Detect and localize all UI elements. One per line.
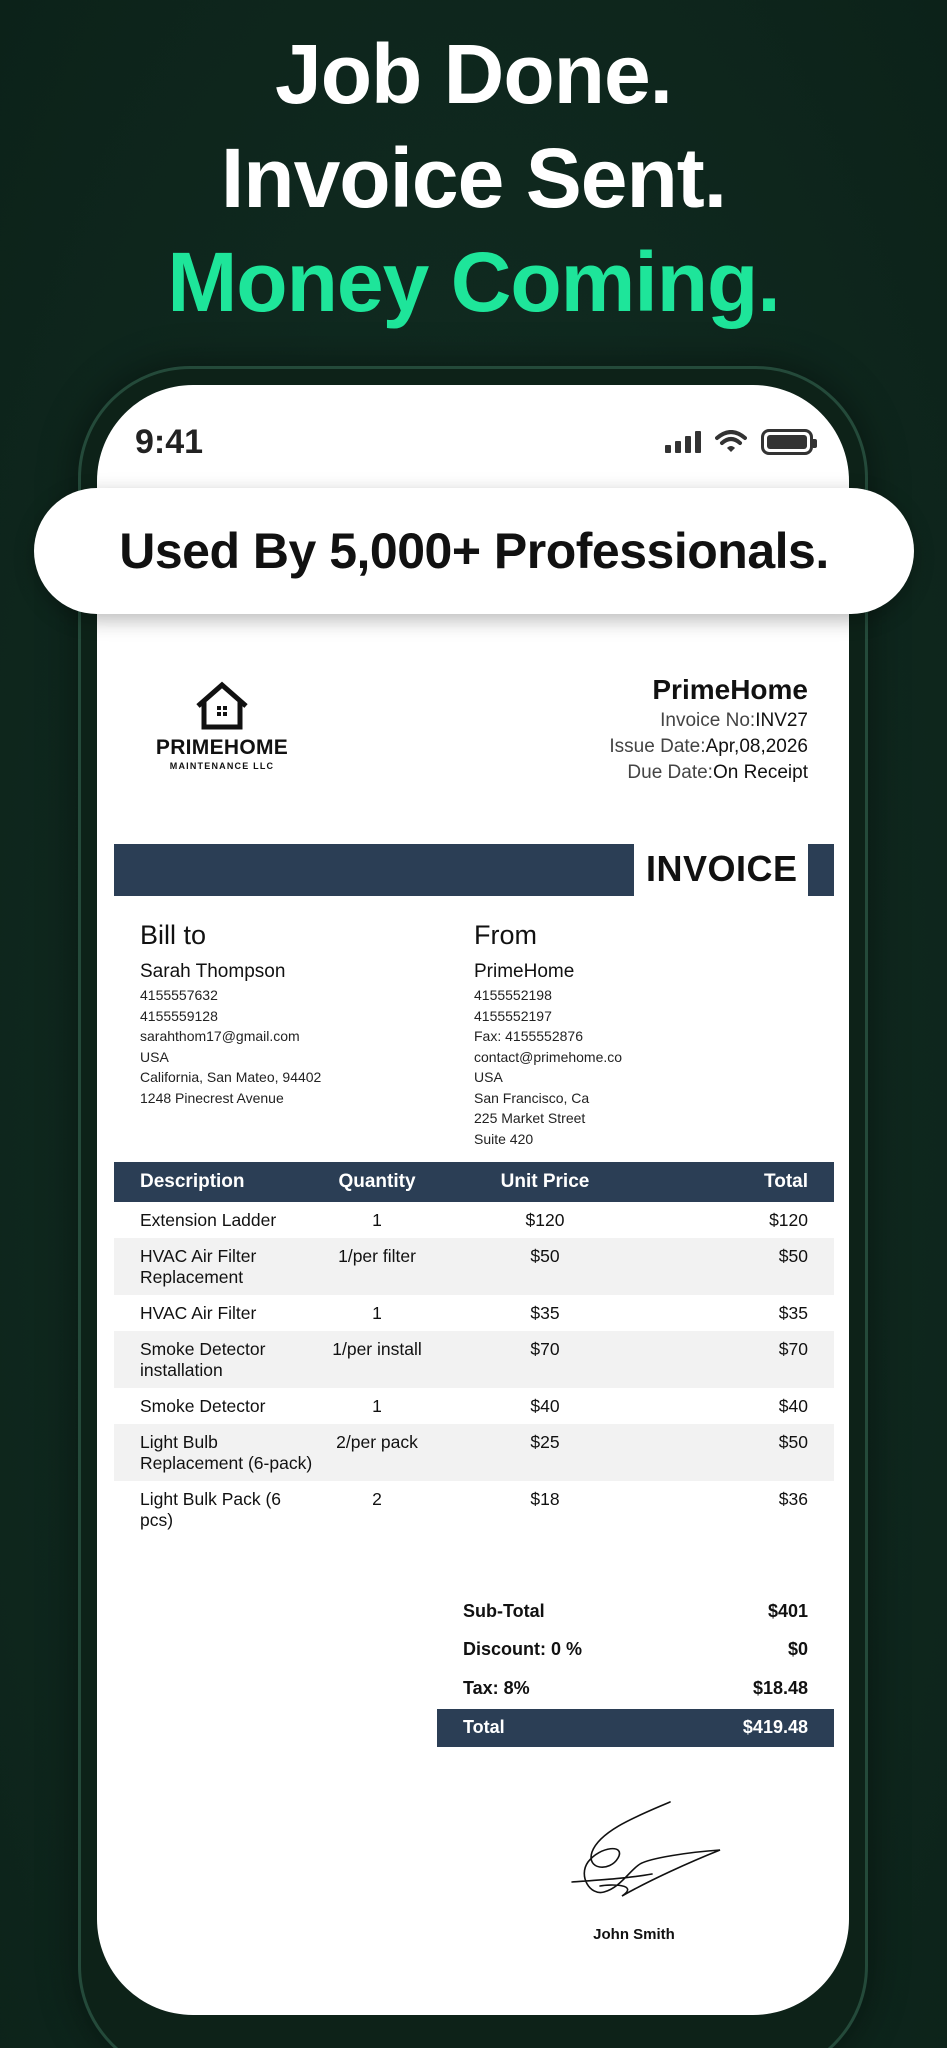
company-logo (152, 680, 292, 771)
from-line: San Francisco, Ca (474, 1089, 590, 1106)
item-total: $70 (650, 1331, 834, 1388)
item-unit-price: $25 (440, 1424, 650, 1481)
discount-row (437, 1631, 834, 1670)
battery-icon (761, 429, 813, 455)
item-total: $50 (650, 1238, 834, 1295)
bill-to-section (140, 916, 321, 1108)
item-quantity: 1/per filter (314, 1238, 440, 1295)
item-quantity: 2 (372, 1489, 382, 1509)
due-date: On Receipt (712, 762, 808, 783)
column-header-quantity: Quantity (314, 1162, 440, 1202)
bill-to-line: 1248 Pinecrest Avenue (140, 1089, 284, 1106)
from-line: Fax: 4155552876 (474, 1028, 583, 1044)
item-description: Light Bulk Pack (6 pcs) (140, 1489, 282, 1530)
company-name: PrimeHome (652, 674, 808, 705)
tax-label: Tax: 8% (463, 1677, 530, 1698)
table-row (114, 1481, 834, 1538)
from-section (474, 916, 622, 1149)
from-line: 225 Market Street (474, 1110, 586, 1126)
item-description: HVAC Air Filter Replacement (114, 1238, 314, 1295)
invoice-title-bar (114, 844, 834, 896)
table-row (114, 1202, 834, 1238)
invoice-title: INVOICE (646, 848, 798, 889)
house-icon (192, 680, 252, 732)
headline-line-3: Money Coming. (167, 235, 780, 329)
subtotal-value: $401 (767, 1600, 808, 1621)
signal-icon (665, 431, 701, 453)
issue-date-row (609, 734, 808, 760)
item-quantity: 1 (372, 1210, 382, 1230)
item-description: Smoke Detector installation (114, 1331, 314, 1388)
bill-to-line: USA (140, 1048, 169, 1065)
bill-to-name: Sarah Thompson (140, 961, 286, 982)
item-unit-price: $35 (530, 1303, 560, 1323)
invoice-number: INV27 (755, 710, 808, 731)
item-unit-price: $50 (440, 1238, 650, 1295)
discount-value: $0 (787, 1639, 808, 1660)
item-unit-price: $120 (525, 1210, 565, 1230)
from-line: contact@primehome.co (474, 1048, 623, 1065)
line-items-table (114, 1162, 834, 1538)
discount-label: Discount: 0 % (463, 1639, 583, 1660)
item-quantity: 1 (372, 1396, 382, 1416)
headline (0, 22, 947, 334)
item-quantity: 1 (372, 1303, 382, 1323)
invoice-meta (609, 672, 808, 786)
item-total: $36 (778, 1489, 808, 1509)
table-row (114, 1238, 834, 1295)
issue-date-label: Issue Date: (609, 736, 706, 757)
table-row (114, 1295, 834, 1331)
headline-line-1: Job Done. (274, 27, 672, 121)
table-row (114, 1331, 834, 1388)
item-unit-price: $18 (530, 1489, 560, 1509)
bill-to-line: 4155557632 (140, 987, 218, 1003)
column-header-description: Description (114, 1162, 314, 1202)
headline-line-2: Invoice Sent. (220, 131, 727, 225)
item-quantity: 2/per pack (314, 1424, 440, 1481)
due-date-label: Due Date: (627, 762, 713, 783)
from-line: 4155552198 (474, 987, 552, 1003)
from-line: 4155552197 (474, 1007, 552, 1024)
from-heading: From (474, 920, 537, 950)
subtotal-row (437, 1592, 834, 1631)
item-total: $50 (650, 1424, 834, 1481)
status-icons (665, 429, 813, 455)
tax-row (437, 1669, 834, 1708)
status-time: 9:41 (135, 423, 204, 461)
item-description: Smoke Detector (140, 1396, 266, 1416)
total-value: $419.48 (742, 1717, 808, 1737)
item-quantity: 1/per install (314, 1331, 440, 1388)
invoice-number-label: Invoice No: (660, 710, 756, 731)
from-name: PrimeHome (474, 961, 575, 982)
signature-image (570, 1800, 740, 1910)
bill-to-heading: Bill to (140, 920, 207, 950)
item-unit-price: $40 (530, 1396, 560, 1416)
table-row (114, 1424, 834, 1481)
logo-subtitle: MAINTENANCE LLC (169, 761, 275, 771)
totals-section (437, 1592, 834, 1747)
bill-to-line: 4155559128 (140, 1007, 218, 1024)
bill-to-line: California, San Mateo, 94402 (140, 1069, 322, 1085)
invoice-document (114, 620, 834, 1950)
tax-value: $18.48 (752, 1677, 808, 1698)
item-unit-price: $70 (440, 1331, 650, 1388)
table-header-row (114, 1162, 834, 1202)
due-date-row (609, 760, 808, 786)
logo-brand: PRIMEHOME (155, 736, 289, 759)
invoice-number-row (609, 708, 808, 734)
item-description: Extension Ladder (140, 1210, 277, 1230)
column-header-total: Total (650, 1162, 834, 1202)
item-description: Light Bulb Replacement (6-pack) (114, 1424, 314, 1481)
issue-date: Apr,08,2026 (705, 736, 808, 757)
wifi-icon (715, 430, 747, 454)
from-line: USA (474, 1069, 503, 1085)
bill-to-line: sarahthom17@gmail.com (140, 1028, 300, 1044)
column-header-unit-price: Unit Price (440, 1162, 650, 1202)
from-line: Suite 420 (474, 1130, 534, 1147)
total-label: Total (463, 1717, 505, 1737)
item-total: $40 (778, 1396, 808, 1416)
item-total: $35 (778, 1303, 808, 1323)
table-row (114, 1388, 834, 1424)
grand-total-row (437, 1709, 834, 1747)
item-description: HVAC Air Filter (140, 1303, 257, 1323)
professionals-badge: Used By 5,000+ Professionals. (34, 488, 914, 614)
subtotal-label: Sub-Total (463, 1600, 545, 1621)
signer-name: John Smith (593, 1926, 675, 1943)
item-total: $120 (769, 1210, 808, 1230)
